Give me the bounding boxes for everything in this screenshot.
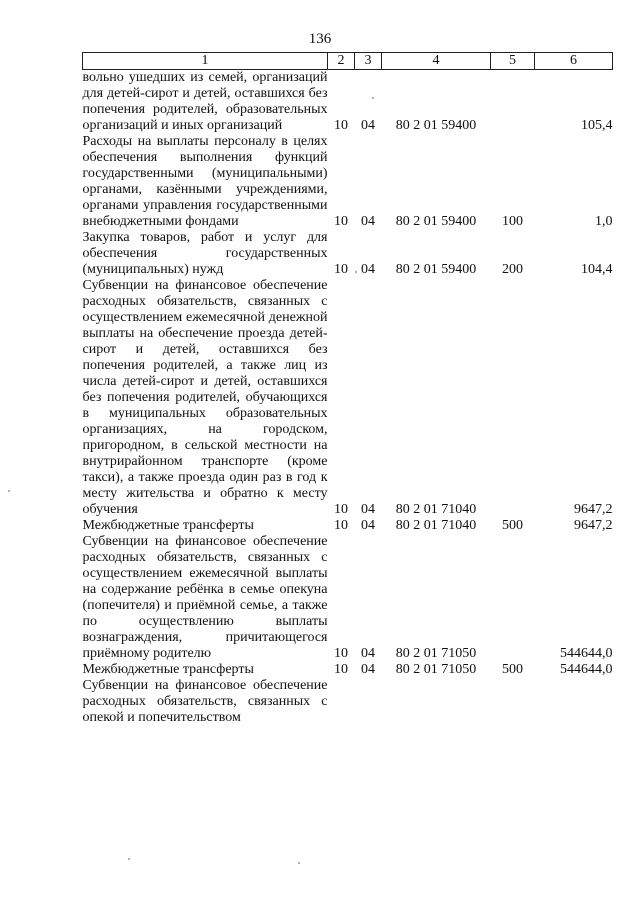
- row-expense-type: [491, 678, 535, 726]
- row-target-article: 80 2 01 71050: [395, 646, 477, 661]
- row-description: Субвенции на финансовое обеспечение расходных обязательств, связанных с осуществлением ежемесячной выплаты на содержание ребёнка в семье опекуна (попечителя) и приёмной семье, а также по осуществлению выплаты вознаграждения, причитающегося приёмному родителю: [82, 534, 328, 661]
- row-description: Межбюджетные трансферты: [82, 662, 254, 677]
- row-amount: 544644,0: [560, 646, 613, 661]
- table-row: [83, 230, 613, 278]
- row-amount: 9647,2: [574, 518, 613, 533]
- row-target-article: 80 2 01 71050: [395, 662, 477, 677]
- page-number: 136: [308, 31, 332, 47]
- row-subsection: 04: [361, 518, 375, 533]
- scan-speck: [298, 862, 300, 864]
- table-header-row: [83, 53, 613, 70]
- table-row: [83, 662, 613, 678]
- column-header-6: 6: [535, 53, 613, 70]
- row-subsection: 04: [361, 646, 375, 661]
- row-description: Субвенции на финансовое обеспечение расходных обязательств, связанных с опекой и попечительством: [82, 678, 328, 725]
- column-header-1: 1: [83, 53, 328, 70]
- row-subsection: 04: [361, 502, 375, 517]
- column-header-3: 3: [355, 53, 382, 70]
- row-amount: 9647,2: [574, 502, 613, 517]
- row-expense-type: 200: [502, 262, 523, 277]
- row-target-article: 80 2 01 59400: [395, 214, 477, 229]
- scan-speck: [8, 490, 10, 492]
- row-description: Расходы на выплаты персоналу в целях обеспечения выполнения функций государственными (муниципальными) органами, казёнными учреждениями, органами управления государственными внебюджетными фондами: [82, 134, 328, 229]
- row-expense-type: 500: [502, 662, 523, 677]
- row-expense-type: [491, 70, 535, 135]
- row-section: 10: [334, 214, 348, 229]
- row-amount: 1,0: [595, 214, 613, 229]
- row-target-article: 80 2 01 71040: [395, 502, 477, 517]
- row-expense-type: [491, 534, 535, 662]
- row-description: Закупка товаров, работ и услуг для обеспечения государственных (муниципальных) нужд: [82, 230, 328, 277]
- row-subsection: 04: [361, 662, 375, 677]
- row-target-article: [382, 678, 491, 726]
- row-amount: 544644,0: [560, 662, 613, 677]
- scan-speck: [372, 97, 374, 99]
- row-expense-type: 100: [502, 214, 523, 229]
- row-section: 10: [334, 118, 348, 133]
- row-subsection: 04: [361, 214, 375, 229]
- row-description: Субвенции на финансовое обеспечение расходных обязательств, связанных с осуществлением ежемесячной денежной выплаты на обеспечение проезда детей-сирот и детей, оставшихся без попечения родителей, а также лиц из числа детей-сирот и детей, оставшихся без попечения родителей, обучающихся в муниципальных образовательных организациях, на городском, пригородном, в сельской местности на внутрирайонном транспорте (кроме такси), а также проезда один раз в год к месту жительства и обратно к месту обучения: [82, 278, 328, 517]
- scan-speck: [128, 858, 130, 860]
- column-header-5: 5: [491, 53, 535, 70]
- budget-table: [82, 52, 613, 726]
- row-subsection: [355, 678, 382, 726]
- scan-speck: [355, 271, 357, 273]
- row-section: 10: [334, 662, 348, 677]
- row-section: 10: [334, 518, 348, 533]
- table-row: [83, 678, 613, 726]
- row-amount: [535, 678, 613, 726]
- row-expense-type: [491, 278, 535, 518]
- row-subsection: 04: [361, 262, 375, 277]
- row-target-article: 80 2 01 59400: [395, 262, 477, 277]
- table-row: [83, 278, 613, 518]
- column-header-4: 4: [382, 53, 491, 70]
- row-expense-type: 500: [502, 518, 523, 533]
- row-amount: 105,4: [581, 118, 613, 133]
- row-section: 10: [334, 646, 348, 661]
- table-row: [83, 518, 613, 534]
- row-section: [328, 678, 355, 726]
- row-target-article: 80 2 01 71040: [395, 518, 477, 533]
- table-row: [83, 134, 613, 230]
- table-row: [83, 534, 613, 662]
- row-subsection: 04: [361, 118, 375, 133]
- column-header-2: 2: [328, 53, 355, 70]
- row-target-article: 80 2 01 59400: [395, 118, 477, 133]
- table-row: [83, 70, 613, 135]
- row-description: вольно ушедших из семей, организаций для детей-сирот и детей, оставшихся без попечения родителей, образовательных организаций и иных организаций: [82, 70, 328, 133]
- row-amount: 104,4: [581, 262, 613, 277]
- row-section: 10: [334, 502, 348, 517]
- row-section: 10: [334, 262, 348, 277]
- row-description: Межбюджетные трансферты: [82, 518, 254, 533]
